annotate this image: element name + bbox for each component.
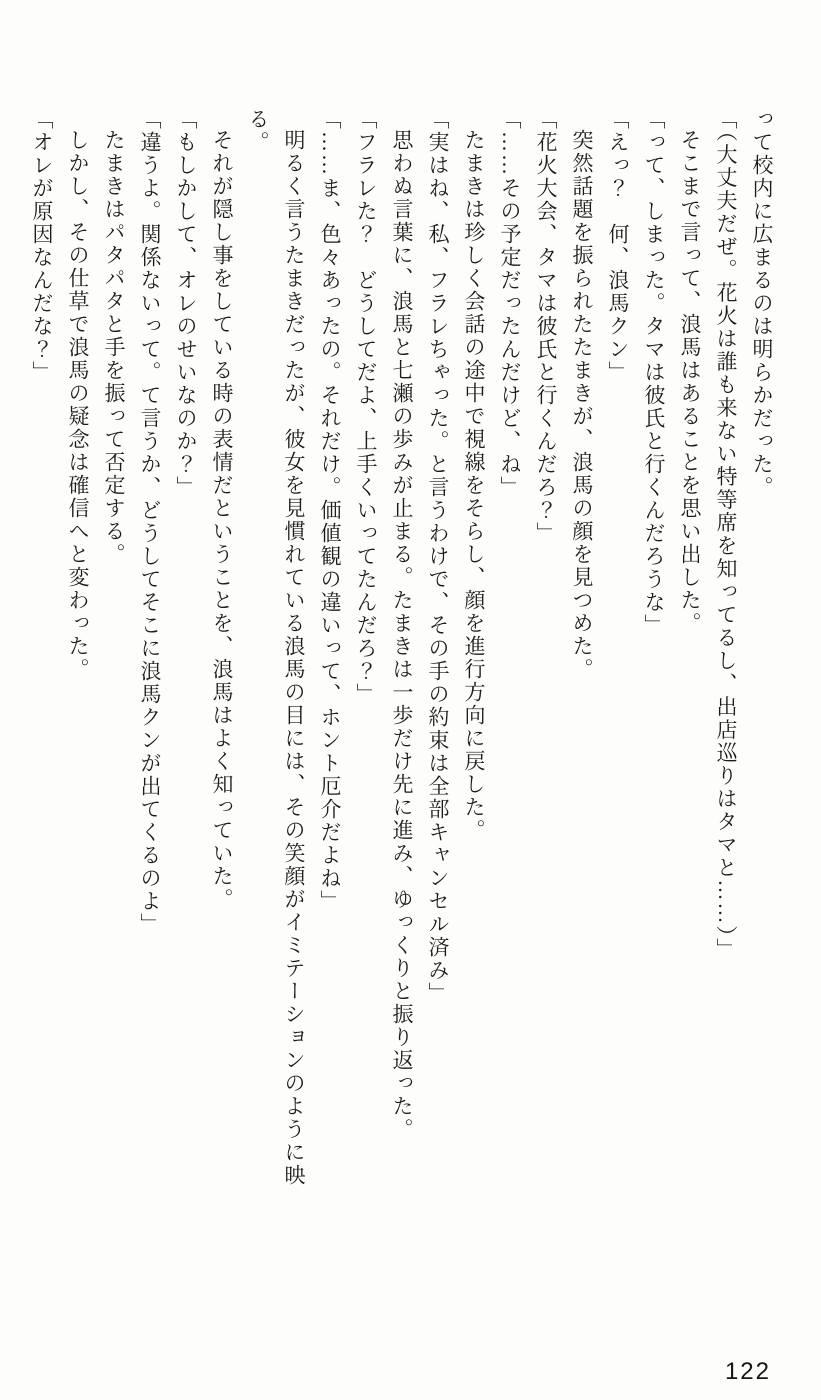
- paragraph: しかし、その仕草で浪馬の疑念は確信へと変わった。: [66, 129, 90, 681]
- paragraph: 「って、しまった。タマは彼氏と行くんだろうな」: [642, 108, 666, 637]
- paragraph: 「……ま、色々あったの。それだけ。価値観の違いって、ホント厄介だよね」: [318, 108, 342, 913]
- paragraph: 「もしかして、オレのせいなのか？」: [174, 108, 198, 499]
- paragraph: 「（大丈夫だぜ。花火は誰も来ない特等席を知ってるし、出店巡りはタマと……）」: [714, 108, 738, 961]
- paragraph: 「フラレた？ どうしてだよ、上手くいってたんだろ？」: [354, 108, 378, 706]
- paragraph: 「花火大会、タマは彼氏と行くんだろ？」: [534, 108, 558, 545]
- paragraph: そこまで言って、浪馬はあることを思い出した。: [678, 129, 702, 635]
- paragraph: 「オレが原因なんだな？」: [30, 108, 54, 384]
- paragraph: それが隠し事をしている時の表情だということを、浪馬はよく知っていた。: [210, 129, 234, 911]
- paragraph: たまきはパタパタと手を振って否定する。: [102, 129, 126, 566]
- paragraph: 思わぬ言葉に、浪馬と七瀬の歩みが止まる。たまきは一歩だけ先に進み、ゆっくりと振り返った。: [390, 129, 414, 1141]
- vertical-text-block: [24, 108, 780, 1213]
- paragraph: 「……その予定だったんだけど、ね」: [498, 108, 522, 499]
- paragraph: 「違うよ。関係ないって。て言うか、どうしてそこに浪馬クンが出てくるのよ」: [138, 108, 162, 936]
- paragraph: 「実はね、私、フラレちゃった。と言うわけで、その手の約束は全部キャンセル済み」: [426, 108, 450, 1005]
- paragraph: って校内に広まるのは明らかだった。: [750, 108, 774, 499]
- paragraph: 突然話題を振られたたまきが、浪馬の顔を見つめた。: [570, 129, 594, 681]
- paragraph: たまきは珍しく会話の途中で視線をそらし、顔を進行方向に戻した。: [462, 129, 486, 842]
- paragraph: 明るく言うたまきだったが、彼女を見慣れている浪馬の目には、その笑顔がイミテーションのように映る。: [246, 108, 306, 1187]
- paragraph: 「えっ？ 何、浪馬クン」: [606, 108, 630, 384]
- page-number: 122: [724, 1358, 771, 1385]
